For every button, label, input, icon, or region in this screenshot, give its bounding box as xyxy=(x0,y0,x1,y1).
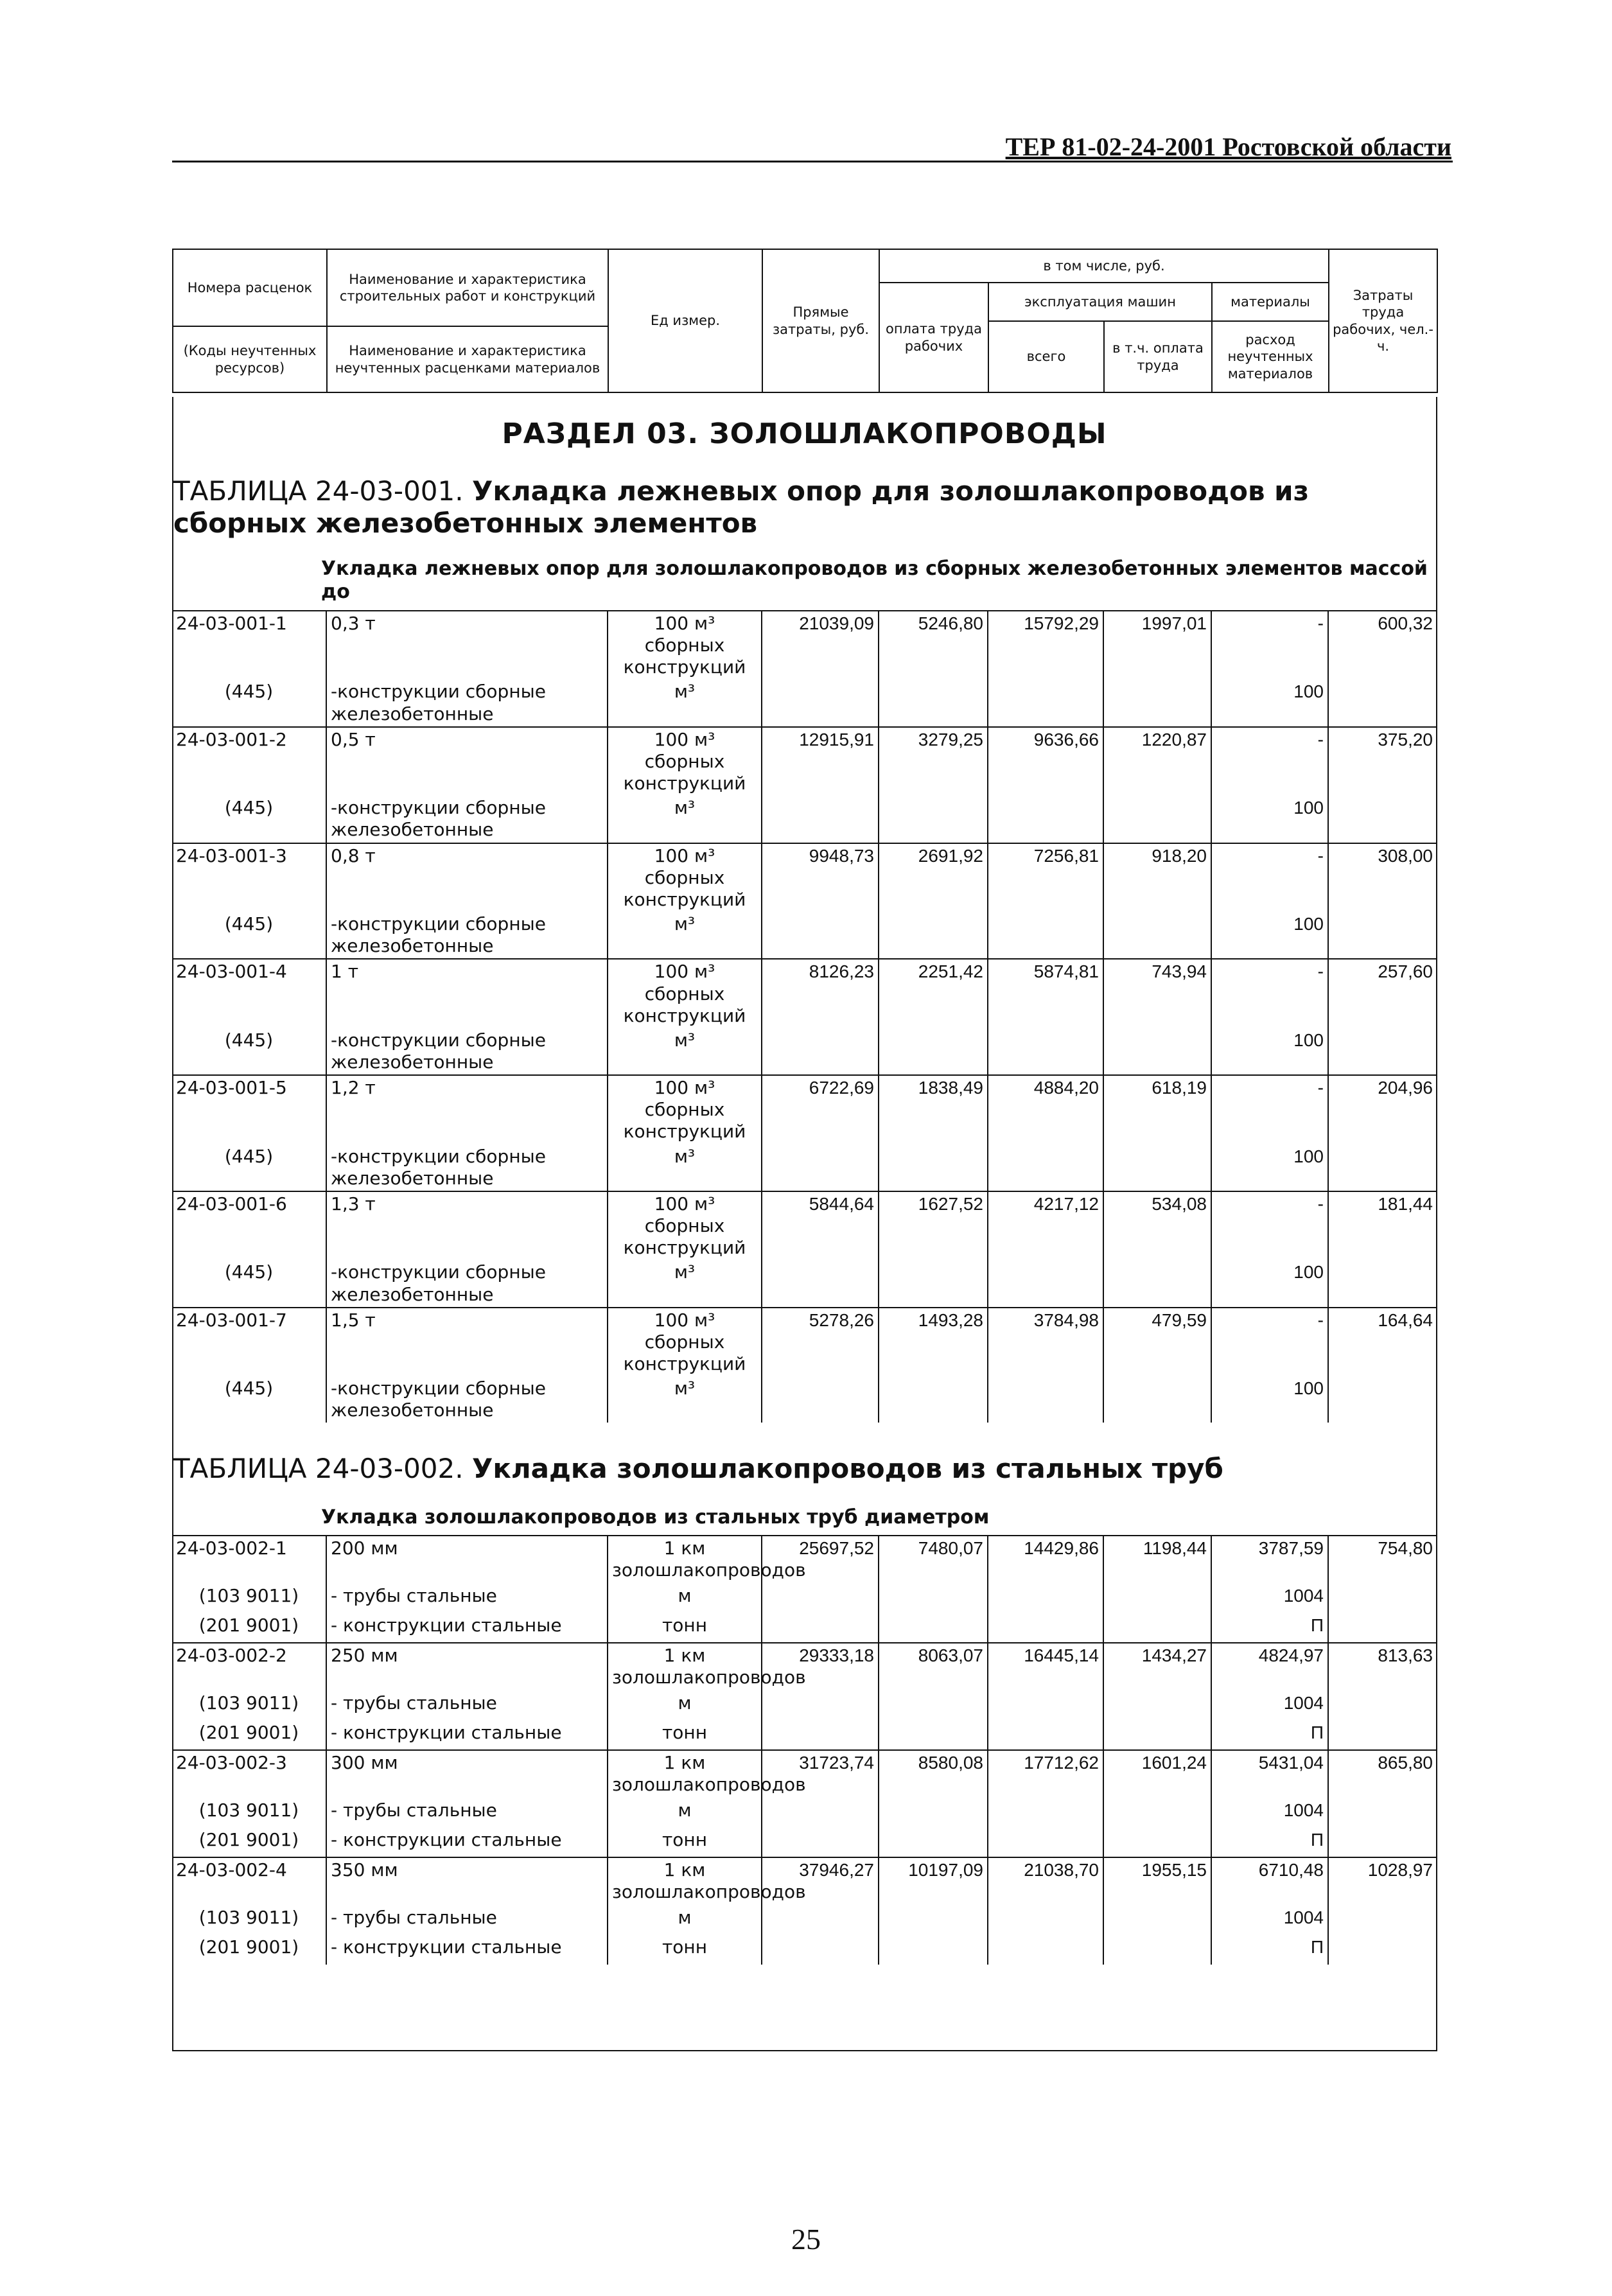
resource-quantity: П xyxy=(1211,1613,1328,1643)
header-including: в том числе, руб. xyxy=(879,249,1329,283)
rate-code: 24-03-001-7 xyxy=(172,1308,326,1376)
empty-cell xyxy=(879,1584,988,1613)
labor-pay: 1493,28 xyxy=(879,1308,988,1376)
labor-pay: 1627,52 xyxy=(879,1191,988,1260)
empty-cell xyxy=(1103,1691,1211,1721)
resource-quantity: П xyxy=(1211,1828,1328,1857)
empty-cell xyxy=(762,1935,879,1965)
resource-name: - трубы стальные xyxy=(326,1798,608,1828)
resource-code: (445) xyxy=(172,679,326,726)
section-title: РАЗДЕЛ 03. ЗОЛОШЛАКОПРОВОДЫ xyxy=(502,417,1107,450)
rate-name: 350 мм xyxy=(326,1857,608,1906)
materials: - xyxy=(1211,727,1328,796)
empty-cell xyxy=(762,1584,879,1613)
resource-code: (445) xyxy=(172,912,326,959)
resource-name: -конструкции сборные железобетонные xyxy=(326,1260,608,1307)
machines-labor: 918,20 xyxy=(1103,843,1211,912)
resource-quantity: 1004 xyxy=(1211,1584,1328,1613)
resource-name: -конструкции сборные железобетонные xyxy=(326,912,608,959)
rate-code: 24-03-002-2 xyxy=(172,1643,326,1691)
empty-cell xyxy=(988,1613,1103,1643)
empty-cell xyxy=(879,1028,988,1075)
resource-unit: м³ xyxy=(608,1144,762,1191)
machines-total: 9636,66 xyxy=(988,727,1103,796)
direct-costs: 5844,64 xyxy=(762,1191,879,1260)
resource-quantity: 100 xyxy=(1211,912,1328,959)
resource-unit: тонн xyxy=(608,1828,762,1857)
table-row xyxy=(172,959,1437,1028)
subresource-row xyxy=(172,1144,1437,1191)
rate-code: 24-03-001-4 xyxy=(172,959,326,1028)
direct-costs: 12915,91 xyxy=(762,727,879,796)
direct-costs: 9948,73 xyxy=(762,843,879,912)
labor-pay: 2251,42 xyxy=(879,959,988,1028)
labor-hours: 813,63 xyxy=(1328,1643,1437,1691)
subresource-row xyxy=(172,796,1437,843)
empty-cell xyxy=(988,1935,1103,1965)
empty-cell xyxy=(1103,679,1211,726)
rate-unit: 100 м³ сборных конструкций xyxy=(608,843,762,912)
table-row xyxy=(172,611,1437,679)
subresource-row xyxy=(172,1691,1437,1721)
empty-cell xyxy=(1328,1028,1437,1075)
resource-quantity: 1004 xyxy=(1211,1691,1328,1721)
rate-code: 24-03-002-4 xyxy=(172,1857,326,1906)
labor-hours: 865,80 xyxy=(1328,1750,1437,1798)
empty-cell xyxy=(1328,796,1437,843)
header-materials-unaccounted: расход неучтенных материалов xyxy=(1212,321,1329,392)
empty-cell xyxy=(879,1798,988,1828)
table-row xyxy=(172,727,1437,796)
resource-quantity: П xyxy=(1211,1935,1328,1965)
empty-cell xyxy=(1328,1144,1437,1191)
rate-name: 1,3 т xyxy=(326,1191,608,1260)
labor-pay: 2691,92 xyxy=(879,843,988,912)
rate-unit: 1 км золошлакопроводов xyxy=(608,1857,762,1906)
empty-cell xyxy=(762,1144,879,1191)
resource-unit: тонн xyxy=(608,1613,762,1643)
resource-quantity: 100 xyxy=(1211,796,1328,843)
header-name-bottom: Наименование и характеристика неучтенных расценками материалов xyxy=(327,326,608,392)
header-labor-hours: Затраты труда рабочих, чел.-ч. xyxy=(1329,249,1437,392)
machines-labor: 743,94 xyxy=(1103,959,1211,1028)
empty-cell xyxy=(1328,912,1437,959)
empty-cell xyxy=(879,1935,988,1965)
materials: - xyxy=(1211,611,1328,679)
subresource-row xyxy=(172,1584,1437,1613)
resource-name: - конструкции стальные xyxy=(326,1613,608,1643)
document-code: ТЕР 81-02-24-2001 Ростовской области xyxy=(1005,132,1451,161)
machines-total: 7256,81 xyxy=(988,843,1103,912)
resource-code: (445) xyxy=(172,1260,326,1307)
empty-cell xyxy=(1328,1613,1437,1643)
subresource-row xyxy=(172,1028,1437,1075)
table1-rows xyxy=(172,610,1437,1423)
rate-code: 24-03-001-3 xyxy=(172,843,326,912)
empty-cell xyxy=(1103,1260,1211,1307)
resource-name: - трубы стальные xyxy=(326,1584,608,1613)
resource-quantity: 1004 xyxy=(1211,1798,1328,1828)
header-machines: эксплуатация машин xyxy=(988,283,1212,321)
machines-total: 16445,14 xyxy=(988,1643,1103,1691)
header-unit: Ед измер. xyxy=(608,249,762,392)
materials: 3787,59 xyxy=(1211,1536,1328,1584)
materials: - xyxy=(1211,959,1328,1028)
empty-cell xyxy=(762,1906,879,1935)
empty-cell xyxy=(762,912,879,959)
empty-cell xyxy=(988,1260,1103,1307)
resource-quantity: 100 xyxy=(1211,1028,1328,1075)
empty-cell xyxy=(988,1376,1103,1423)
empty-cell xyxy=(762,1721,879,1750)
direct-costs: 29333,18 xyxy=(762,1643,879,1691)
rate-unit: 100 м³ сборных конструкций xyxy=(608,959,762,1028)
header-code-top: Номера расценок xyxy=(173,249,327,326)
empty-cell xyxy=(762,1613,879,1643)
direct-costs: 5278,26 xyxy=(762,1308,879,1376)
rate-name: 1,5 т xyxy=(326,1308,608,1376)
subresource-row xyxy=(172,1376,1437,1423)
empty-cell xyxy=(988,1144,1103,1191)
resource-unit: м³ xyxy=(608,796,762,843)
empty-cell xyxy=(879,679,988,726)
labor-hours: 600,32 xyxy=(1328,611,1437,679)
table2-rows xyxy=(172,1535,1437,1965)
resource-code: (201 9001) xyxy=(172,1828,326,1857)
rate-code: 24-03-001-2 xyxy=(172,727,326,796)
materials: - xyxy=(1211,843,1328,912)
resource-code: (201 9001) xyxy=(172,1935,326,1965)
rate-code: 24-03-001-1 xyxy=(172,611,326,679)
machines-labor: 479,59 xyxy=(1103,1308,1211,1376)
materials: 5431,04 xyxy=(1211,1750,1328,1798)
resource-code: (103 9011) xyxy=(172,1691,326,1721)
materials: - xyxy=(1211,1075,1328,1144)
materials: - xyxy=(1211,1308,1328,1376)
resource-code: (103 9011) xyxy=(172,1584,326,1613)
resource-name: - трубы стальные xyxy=(326,1906,608,1935)
empty-cell xyxy=(1103,796,1211,843)
empty-cell xyxy=(762,1828,879,1857)
subresource-row xyxy=(172,1798,1437,1828)
resource-code: (445) xyxy=(172,1144,326,1191)
resource-code: (103 9011) xyxy=(172,1906,326,1935)
resource-unit: м xyxy=(608,1798,762,1828)
empty-cell xyxy=(988,796,1103,843)
header-code-bottom: (Коды неучтенных ресурсов) xyxy=(173,326,327,392)
rate-name: 200 мм xyxy=(326,1536,608,1584)
resource-unit: м xyxy=(608,1584,762,1613)
empty-cell xyxy=(1103,1721,1211,1750)
rate-unit: 100 м³ сборных конструкций xyxy=(608,1308,762,1376)
empty-cell xyxy=(879,1828,988,1857)
machines-labor: 534,08 xyxy=(1103,1191,1211,1260)
table-row xyxy=(172,1750,1437,1798)
rate-unit: 1 км золошлакопроводов xyxy=(608,1643,762,1691)
empty-cell xyxy=(1103,1376,1211,1423)
resource-code: (201 9001) xyxy=(172,1721,326,1750)
machines-total: 4217,12 xyxy=(988,1191,1103,1260)
empty-cell xyxy=(879,1721,988,1750)
resource-unit: м³ xyxy=(608,1376,762,1423)
resource-unit: м³ xyxy=(608,912,762,959)
resource-name: - конструкции стальные xyxy=(326,1828,608,1857)
empty-cell xyxy=(1328,1935,1437,1965)
machines-total: 14429,86 xyxy=(988,1536,1103,1584)
header-machines-labor: в т.ч. оплата труда xyxy=(1104,321,1212,392)
resource-name: -конструкции сборные железобетонные xyxy=(326,1144,608,1191)
empty-cell xyxy=(879,1906,988,1935)
empty-cell xyxy=(1328,1906,1437,1935)
machines-total: 3784,98 xyxy=(988,1308,1103,1376)
header-name-top: Наименование и характеристика строительных работ и конструкций xyxy=(327,249,608,326)
empty-cell xyxy=(1103,1584,1211,1613)
empty-cell xyxy=(762,1376,879,1423)
table-row xyxy=(172,1075,1437,1144)
empty-cell xyxy=(879,1613,988,1643)
empty-cell xyxy=(762,1798,879,1828)
resource-unit: тонн xyxy=(608,1721,762,1750)
resource-code: (201 9001) xyxy=(172,1613,326,1643)
resource-name: - трубы стальные xyxy=(326,1691,608,1721)
empty-cell xyxy=(879,1144,988,1191)
empty-cell xyxy=(1328,1260,1437,1307)
header-materials: материалы xyxy=(1212,283,1329,321)
subresource-row xyxy=(172,1260,1437,1307)
empty-cell xyxy=(1328,1798,1437,1828)
labor-pay: 7480,07 xyxy=(879,1536,988,1584)
resource-unit: тонн xyxy=(608,1935,762,1965)
empty-cell xyxy=(879,912,988,959)
empty-cell xyxy=(988,1721,1103,1750)
resource-name: - конструкции стальные xyxy=(326,1935,608,1965)
table-row xyxy=(172,1536,1437,1584)
labor-pay: 3279,25 xyxy=(879,727,988,796)
table-row xyxy=(172,843,1437,912)
subresource-row xyxy=(172,1613,1437,1643)
direct-costs: 21039,09 xyxy=(762,611,879,679)
column-header-table xyxy=(172,249,1438,393)
machines-total: 5874,81 xyxy=(988,959,1103,1028)
empty-cell xyxy=(879,1376,988,1423)
header-machines-total: всего xyxy=(988,321,1104,392)
rate-code: 24-03-001-5 xyxy=(172,1075,326,1144)
empty-cell xyxy=(762,1691,879,1721)
rate-name: 1 т xyxy=(326,959,608,1028)
empty-cell xyxy=(1103,1906,1211,1935)
labor-hours: 308,00 xyxy=(1328,843,1437,912)
labor-pay: 10197,09 xyxy=(879,1857,988,1906)
direct-costs: 31723,74 xyxy=(762,1750,879,1798)
machines-labor: 1198,44 xyxy=(1103,1536,1211,1584)
table-row xyxy=(172,1643,1437,1691)
labor-pay: 8580,08 xyxy=(879,1750,988,1798)
empty-cell xyxy=(762,1028,879,1075)
table2-label: ТАБЛИЦА 24-03-002. xyxy=(173,1453,464,1484)
empty-cell xyxy=(879,796,988,843)
rate-unit: 1 км золошлакопроводов xyxy=(608,1536,762,1584)
resource-quantity: 100 xyxy=(1211,1144,1328,1191)
empty-cell xyxy=(762,1260,879,1307)
rate-name: 0,5 т xyxy=(326,727,608,796)
rate-unit: 100 м³ сборных конструкций xyxy=(608,1075,762,1144)
labor-hours: 204,96 xyxy=(1328,1075,1437,1144)
empty-cell xyxy=(879,1691,988,1721)
header-rule xyxy=(172,161,1453,162)
materials: 4824,97 xyxy=(1211,1643,1328,1691)
rate-unit: 100 м³ сборных конструкций xyxy=(608,611,762,679)
subresource-row xyxy=(172,1935,1437,1965)
empty-cell xyxy=(1103,1613,1211,1643)
subresource-row xyxy=(172,1721,1437,1750)
empty-cell xyxy=(1328,1584,1437,1613)
empty-cell xyxy=(879,1260,988,1307)
direct-costs: 25697,52 xyxy=(762,1536,879,1584)
labor-pay: 8063,07 xyxy=(879,1643,988,1691)
resource-unit: м xyxy=(608,1691,762,1721)
machines-labor: 1220,87 xyxy=(1103,727,1211,796)
labor-hours: 164,64 xyxy=(1328,1308,1437,1376)
machines-total: 15792,29 xyxy=(988,611,1103,679)
resource-quantity: 100 xyxy=(1211,679,1328,726)
empty-cell xyxy=(1328,1721,1437,1750)
table1-title xyxy=(173,475,1426,540)
subresource-row xyxy=(172,679,1437,726)
table-row xyxy=(172,1191,1437,1260)
materials: - xyxy=(1211,1191,1328,1260)
rate-name: 300 мм xyxy=(326,1750,608,1798)
materials: 6710,48 xyxy=(1211,1857,1328,1906)
header-direct-costs: Прямые затраты, руб. xyxy=(762,249,879,392)
empty-cell xyxy=(1103,1144,1211,1191)
table-row xyxy=(172,1308,1437,1376)
labor-pay: 1838,49 xyxy=(879,1075,988,1144)
labor-hours: 1028,97 xyxy=(1328,1857,1437,1906)
table2-subtitle: Укладка золошлакопроводов из стальных труб диаметром xyxy=(321,1506,990,1529)
empty-cell xyxy=(988,1584,1103,1613)
rate-name: 1,2 т xyxy=(326,1075,608,1144)
empty-cell xyxy=(988,1906,1103,1935)
empty-cell xyxy=(1103,1935,1211,1965)
resource-quantity: П xyxy=(1211,1721,1328,1750)
labor-hours: 181,44 xyxy=(1328,1191,1437,1260)
machines-labor: 1601,24 xyxy=(1103,1750,1211,1798)
resource-unit: м³ xyxy=(608,679,762,726)
empty-cell xyxy=(988,1828,1103,1857)
resource-name: -конструкции сборные железобетонные xyxy=(326,679,608,726)
empty-cell xyxy=(1103,912,1211,959)
empty-cell xyxy=(1328,1376,1437,1423)
empty-cell xyxy=(988,912,1103,959)
labor-hours: 375,20 xyxy=(1328,727,1437,796)
empty-cell xyxy=(1103,1798,1211,1828)
resource-name: -конструкции сборные железобетонные xyxy=(326,1376,608,1423)
rate-code: 24-03-002-1 xyxy=(172,1536,326,1584)
labor-pay: 5246,80 xyxy=(879,611,988,679)
empty-cell xyxy=(1328,1828,1437,1857)
resource-code: (103 9011) xyxy=(172,1798,326,1828)
direct-costs: 6722,69 xyxy=(762,1075,879,1144)
table1-label: ТАБЛИЦА 24-03-001. xyxy=(173,475,464,507)
resource-unit: м³ xyxy=(608,1260,762,1307)
resource-code: (445) xyxy=(172,1028,326,1075)
empty-cell xyxy=(988,1691,1103,1721)
direct-costs: 8126,23 xyxy=(762,959,879,1028)
machines-total: 21038,70 xyxy=(988,1857,1103,1906)
machines-total: 17712,62 xyxy=(988,1750,1103,1798)
resource-name: - конструкции стальные xyxy=(326,1721,608,1750)
header-labor-pay: оплата труда рабочих xyxy=(879,283,988,392)
resource-quantity: 100 xyxy=(1211,1376,1328,1423)
table2-title-text: Укладка золошлакопроводов из стальных труб xyxy=(471,1453,1223,1484)
resource-name: -конструкции сборные железобетонные xyxy=(326,1028,608,1075)
table2-title xyxy=(173,1453,1426,1485)
rate-name: 0,8 т xyxy=(326,843,608,912)
table1-subtitle: Укладка лежневых опор для золошлакопроводов из сборных железобетонных элементов массой до xyxy=(321,557,1428,603)
labor-hours: 754,80 xyxy=(1328,1536,1437,1584)
machines-total: 4884,20 xyxy=(988,1075,1103,1144)
labor-hours: 257,60 xyxy=(1328,959,1437,1028)
table-row xyxy=(172,1857,1437,1906)
empty-cell xyxy=(988,1798,1103,1828)
page-number: 25 xyxy=(791,2223,821,2256)
machines-labor: 1955,15 xyxy=(1103,1857,1211,1906)
rate-unit: 100 м³ сборных конструкций xyxy=(608,1191,762,1260)
rate-code: 24-03-002-3 xyxy=(172,1750,326,1798)
empty-cell xyxy=(1103,1828,1211,1857)
resource-unit: м³ xyxy=(608,1028,762,1075)
empty-cell xyxy=(762,679,879,726)
machines-labor: 618,19 xyxy=(1103,1075,1211,1144)
empty-cell xyxy=(1328,1691,1437,1721)
empty-cell xyxy=(1103,1028,1211,1075)
machines-labor: 1434,27 xyxy=(1103,1643,1211,1691)
empty-cell xyxy=(988,1028,1103,1075)
resource-name: -конструкции сборные железобетонные xyxy=(326,796,608,843)
rate-name: 250 мм xyxy=(326,1643,608,1691)
rate-code: 24-03-001-6 xyxy=(172,1191,326,1260)
empty-cell xyxy=(1328,679,1437,726)
resource-quantity: 100 xyxy=(1211,1260,1328,1307)
table1-title-text: Укладка лежневых опор для золошлакопроводов из сборных железобетонных элементов xyxy=(173,475,1309,539)
machines-labor: 1997,01 xyxy=(1103,611,1211,679)
direct-costs: 37946,27 xyxy=(762,1857,879,1906)
resource-code: (445) xyxy=(172,796,326,843)
subresource-row xyxy=(172,912,1437,959)
resource-code: (445) xyxy=(172,1376,326,1423)
empty-cell xyxy=(762,796,879,843)
rate-unit: 1 км золошлакопроводов xyxy=(608,1750,762,1798)
resource-unit: м xyxy=(608,1906,762,1935)
resource-quantity: 1004 xyxy=(1211,1906,1328,1935)
rate-name: 0,3 т xyxy=(326,611,608,679)
rate-unit: 100 м³ сборных конструкций xyxy=(608,727,762,796)
subresource-row xyxy=(172,1828,1437,1857)
subresource-row xyxy=(172,1906,1437,1935)
empty-cell xyxy=(988,679,1103,726)
